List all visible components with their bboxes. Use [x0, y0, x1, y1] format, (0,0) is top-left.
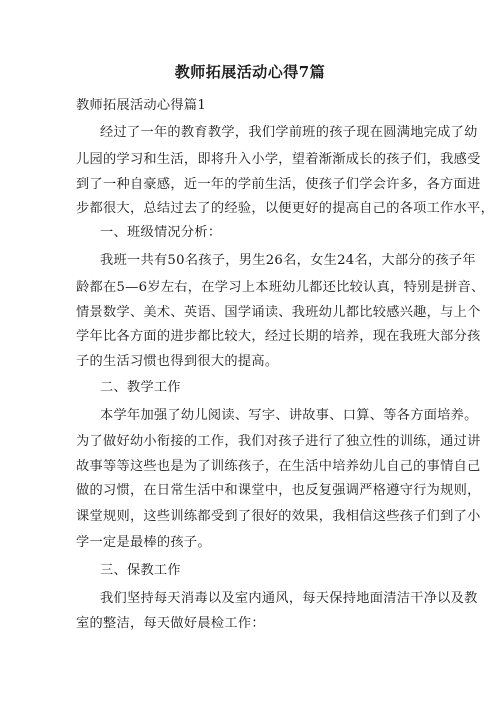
paragraph-line: 龄都在5—6岁左右，在学习上本班幼儿都还比较认真，特别是拼音、: [76, 280, 485, 295]
paragraph-line: 为了做好幼小衔接的工作，我们对孩子进行了独立性的训练，通过讲: [76, 434, 481, 449]
paragraph-line: 学年比各方面的进步都比较大，经过长期的培养，现在我班大部分孩: [76, 329, 481, 344]
paragraph-line: 儿园的学习和生活，即将升入小学，望着渐渐成长的孩子们，我感受: [76, 152, 481, 167]
paragraph-line: 做的习惯，在日常生活中和课堂中，也反复强调严格遵守行为规则，: [76, 483, 481, 498]
document-subtitle: 教师拓展活动心得篇1: [76, 98, 207, 113]
paragraph-line: 我班一共有50名孩子，男生26名，女生24名，大部分的孩子年: [100, 253, 476, 268]
paragraph-line: 室的整洁，每天做好晨检工作：: [76, 616, 265, 631]
paragraph-line: 到了一种自豪感，近一年的学前生活，使孩子们学会许多，各方面进: [76, 177, 481, 192]
paragraph-line: 本学年加强了幼儿阅读、写字、讲故事、口算、等各方面培养。: [100, 408, 478, 423]
paragraph-line: 步都很大，总结过去了的经验，以便更好的提高自己的各项工作水平，: [76, 201, 495, 216]
section-heading-class-analysis: 一、班级情况分析：: [100, 225, 222, 240]
paragraph-line: 我们坚持每天消毒以及室内通风，每天保持地面清洁干净以及教: [100, 591, 478, 606]
section-heading-teaching: 二、教学工作: [100, 380, 181, 395]
paragraph-line: 课堂规则，这些训练都受到了很好的效果，我相信这些孩子们到了小: [76, 509, 481, 524]
paragraph-line: 经过了一年的教育教学，我们学前班的孩子现在圆满地完成了幼: [100, 125, 478, 140]
section-heading-care: 三、保教工作: [100, 563, 181, 578]
paragraph-line: 情景数学、美术、英语、国学诵读、我班幼儿都比较感兴趣，与上个: [76, 305, 481, 320]
paragraph-line: 子的生活习惯也得到很大的提高。: [76, 354, 279, 369]
document-title: 教师拓展活动心得7篇: [174, 63, 326, 81]
paragraph-line: 故事等等这些也是为了训练孩子，在生活中培养幼儿自己的事情自己: [76, 459, 481, 474]
paragraph-line: 学一定是最棒的孩子。: [76, 535, 211, 550]
